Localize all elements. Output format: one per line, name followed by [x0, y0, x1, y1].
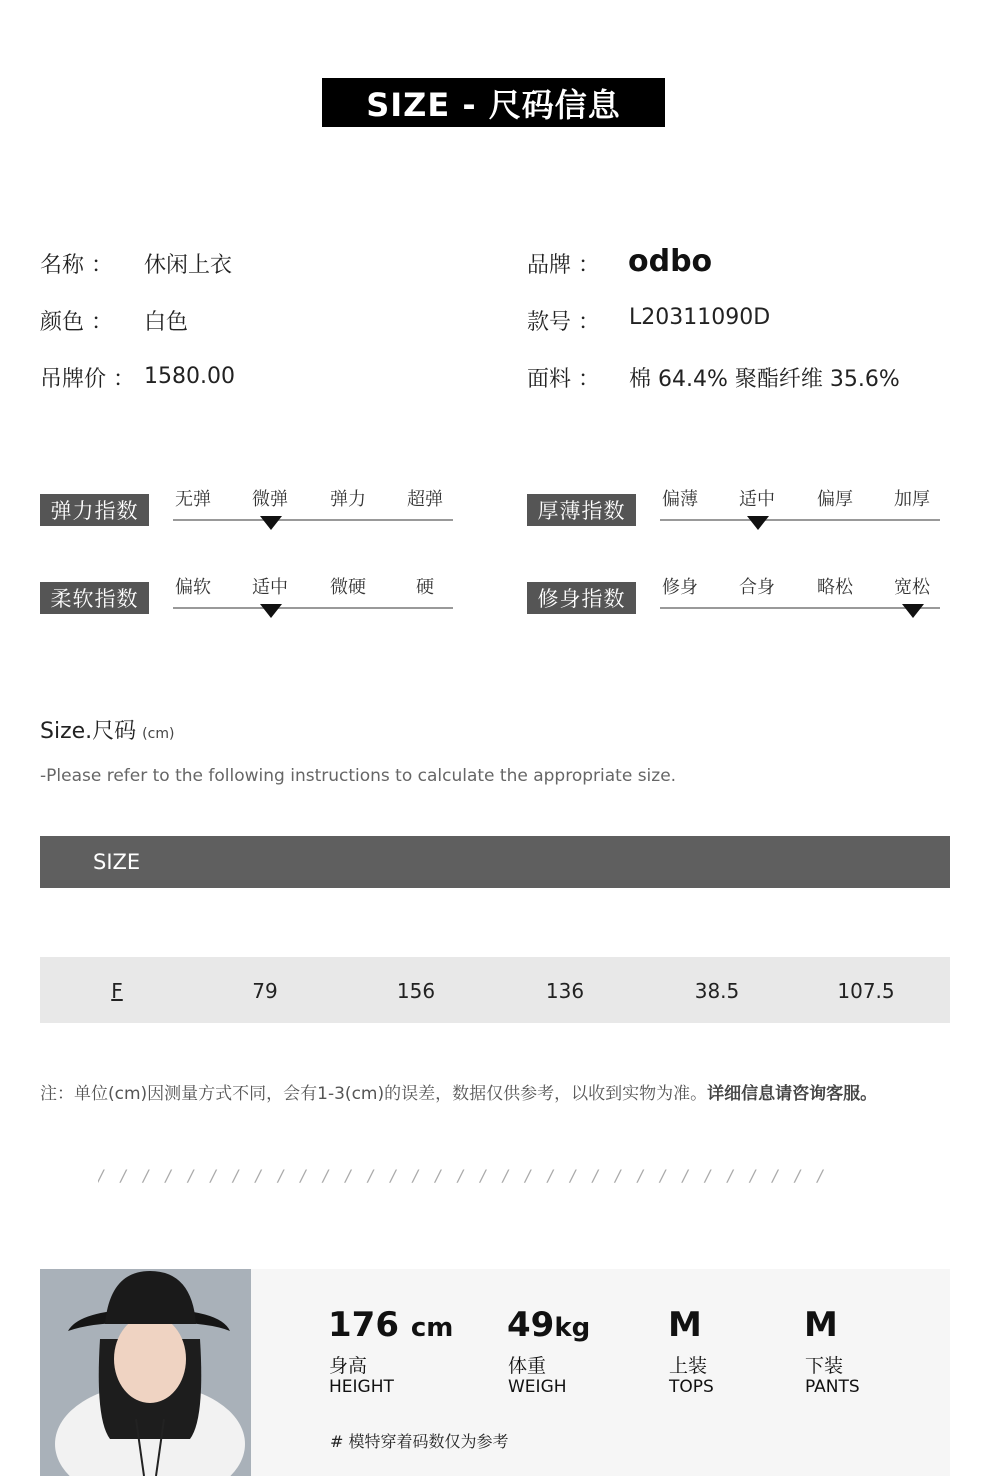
- selected-marker: [260, 516, 282, 530]
- color-label: 颜色 ：: [40, 310, 113, 335]
- table-row: [40, 957, 950, 1023]
- note-bold: 详细信息请咨询客服。: [707, 1084, 878, 1104]
- section-title: SIZE - 尺码信息: [322, 78, 665, 127]
- name-label: 名称 ：: [40, 253, 113, 278]
- scale-option: 略松: [817, 577, 853, 598]
- height-cn-label: 身高: [329, 1355, 368, 1377]
- size-cell: F: [111, 979, 123, 1003]
- size-instructions: -Please refer to the following instructions to calculate the appropriate size.: [40, 766, 677, 786]
- brand-label: 品牌 ：: [527, 253, 600, 278]
- name-value: 休闲上衣: [144, 253, 233, 278]
- size-cell: 136: [545, 979, 585, 1003]
- elastic-index-tag: 弹力指数: [40, 494, 149, 526]
- fabric-value: 棉 64.4% 聚酯纤维 35.6%: [629, 367, 900, 392]
- brand-logo: odbo: [628, 244, 713, 279]
- softness-index-tag: 柔软指数: [40, 582, 149, 614]
- model-size-note: # 模特穿着码数仅为参考: [330, 1432, 509, 1451]
- tops-en-label: TOPS: [669, 1377, 714, 1397]
- size-table-header: [40, 836, 950, 888]
- pants-cn-label: 下装: [805, 1355, 844, 1377]
- fit-index-tag: 修身指数: [527, 582, 636, 614]
- color-value: 白色: [144, 310, 189, 335]
- weight-value: [507, 1305, 590, 1345]
- scale-option: 偏薄: [662, 489, 698, 510]
- scale-line: [173, 519, 453, 521]
- model-number-value: L20311090D: [629, 305, 771, 330]
- price-label: 吊牌价 ：: [40, 367, 135, 392]
- scale-option: 加厚: [894, 489, 930, 510]
- size-header-label: SIZE: [93, 850, 141, 874]
- scale-line: [660, 607, 940, 609]
- note-text: 注：单位(cm)因测量方式不同，会有1-3(cm)的误差，数据仅供参考，以收到实物为准。: [40, 1084, 708, 1104]
- pants-en-label: PANTS: [805, 1377, 860, 1397]
- thickness-index-tag: 厚薄指数: [527, 494, 636, 526]
- scale-option: 无弹: [175, 489, 211, 510]
- price-value: 1580.00: [144, 364, 235, 389]
- height-number: 176: [328, 1305, 399, 1345]
- size-unit: (cm): [142, 726, 175, 742]
- height-unit: cm: [410, 1313, 454, 1343]
- model-illustration: [40, 1269, 251, 1476]
- scale-option: 弹力: [330, 489, 366, 510]
- scale-option: 硬: [416, 577, 434, 598]
- size-cell: 38.5: [694, 979, 740, 1003]
- weight-cn-label: 体重: [508, 1355, 547, 1377]
- model-photo: [40, 1269, 251, 1476]
- scale-option: 修身: [662, 577, 698, 598]
- divider: / / / / / / / / / / / / / / / / / / / / / / / / / / / / / / / / /: [98, 1166, 829, 1185]
- scale-option: 合身: [739, 577, 775, 598]
- tops-cn-label: 上装: [669, 1355, 708, 1377]
- scale-option: 适中: [252, 577, 288, 598]
- size-cell: 156: [396, 979, 436, 1003]
- scale-option: 微硬: [330, 577, 366, 598]
- model-number-label: 款号 ：: [527, 310, 600, 335]
- selected-marker: [260, 604, 282, 618]
- scale-option: 微弹: [252, 489, 288, 510]
- pants-value: M: [804, 1305, 838, 1345]
- fabric-label: 面料 ：: [527, 367, 600, 392]
- size-cell: 79: [252, 979, 278, 1003]
- selected-marker: [747, 516, 769, 530]
- weight-en-label: WEIGH: [508, 1377, 567, 1397]
- measurement-note: [40, 1079, 877, 1104]
- scale-option: 偏软: [175, 577, 211, 598]
- size-cell: 107.5: [837, 979, 895, 1003]
- scale-option: 适中: [739, 489, 775, 510]
- weight-unit: kg: [554, 1313, 591, 1343]
- scale-option: 超弹: [407, 489, 443, 510]
- size-heading-text: Size.尺码: [40, 719, 137, 744]
- scale-option: 偏厚: [817, 489, 853, 510]
- size-heading: [40, 714, 174, 745]
- selected-marker: [902, 604, 924, 618]
- height-value: [328, 1305, 453, 1345]
- weight-number: 49: [507, 1305, 555, 1345]
- height-en-label: HEIGHT: [329, 1377, 394, 1397]
- scale-line: [660, 519, 940, 521]
- scale-option: 宽松: [894, 577, 930, 598]
- scale-line: [173, 607, 453, 609]
- tops-value: M: [668, 1305, 702, 1345]
